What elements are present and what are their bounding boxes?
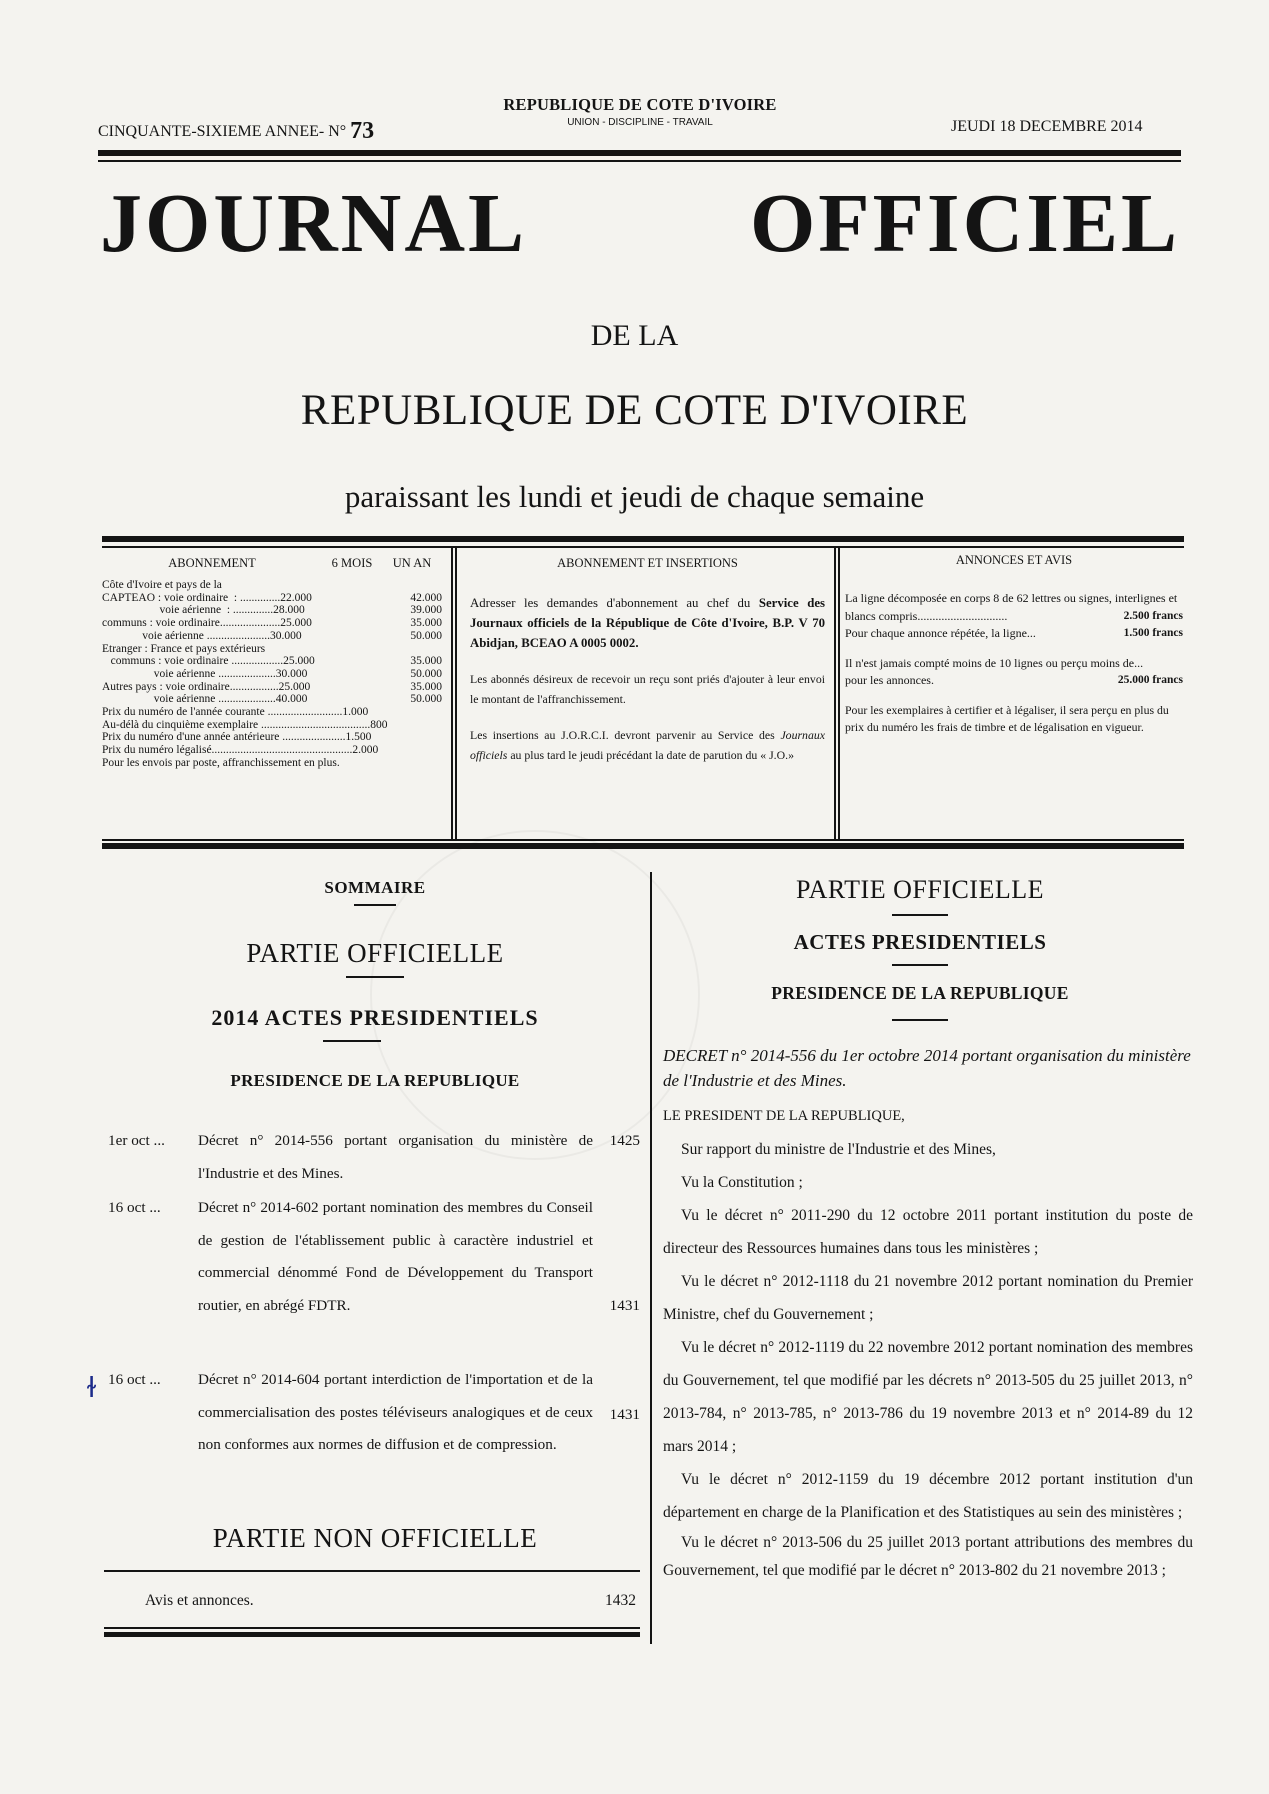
row-label: CAPTEAO : voie ordinaire : ..............22.000 [102,591,312,604]
header-rule-thin [98,160,1181,162]
entry-page [593,1364,640,1462]
p3-italic: Journaux officiels [470,728,825,762]
row-label: communs : voie ordinaire ..................25.000 [102,655,315,668]
decret-title: DECRET n° 2014-556 du 1er octobre 2014 portant organisation du ministère de l'Industrie et des Mines. [663,1046,1191,1090]
row-value: 50.000 [410,693,442,706]
article-pres-underline [892,1019,948,1021]
table-row [102,744,442,757]
handwritten-tick-mark: ɫ [86,1371,98,1404]
row-label: voie aérienne : ..............28.000 [102,604,305,617]
annonce-text: Pour chaque annonce répétée, la ligne... [845,626,1036,640]
row-label: voie aérienne ......................30.000 [102,629,302,642]
article-actes-underline [892,964,948,966]
insertions-paragraph-1 [470,593,825,653]
article-partie-officielle: PARTIE OFFICIELLE [796,875,1044,904]
row-label: communs : voie ordinaire.....................25.000 [102,617,312,630]
sommaire-entry [108,1364,640,1462]
sommaire-underline [354,904,396,906]
page-number: 1431 [609,1406,640,1423]
page-number: 1425 [609,1132,640,1149]
box-top-rule [102,536,1184,542]
row-value [387,643,442,656]
insertions-column [470,556,825,765]
page-number: 1431 [609,1296,640,1314]
entry-date: 16 oct ... [108,1199,161,1216]
row-label: Autres pays : voie ordinaire.................25.000 [102,680,311,693]
table-row [102,617,442,630]
row-value: 35.000 [410,655,442,668]
price-line: Prix du numéro de l'année courante ..........................1.000 [102,706,369,719]
row-value [387,579,442,592]
box-divider-1 [451,548,453,840]
article-actes: ACTES PRESIDENTIELS [793,930,1047,954]
decret-paragraph: Vu le décret n° 2012-1159 du 19 décembre 2012 portant institution d'un département en charge de la Planification et des Statistiques au sein des ministères ; [663,1471,1193,1521]
decret-paragraph: Vu la Constitution ; [681,1174,803,1191]
table-row [102,655,442,668]
sommaire-bottom-rule-thin [104,1627,640,1629]
row-value: 35.000 [410,680,442,693]
row-label: voie aérienne ....................30.000 [102,667,308,680]
p1-text: Adresser les demandes d'abonnement au chef du [470,596,751,610]
table-row [102,731,442,744]
row-value: 50.000 [410,667,442,680]
box-divider-2b [838,548,840,840]
issue-date: JEUDI 18 DECEMBRE 2014 [951,118,1143,135]
table-row [102,643,442,656]
table-row [102,681,442,694]
insertions-title: ABONNEMENT ET INSERTIONS [557,556,738,570]
postage-note: Pour les envois par poste, affranchissement en plus. [102,756,340,769]
row-value: 35.000 [410,617,442,630]
annonce-price-line [845,625,1183,643]
table-row [102,693,442,706]
po-underline [346,976,404,978]
table-row [102,668,442,681]
entry-page [593,1125,640,1190]
row-label: Etranger : France et pays extérieurs [102,642,266,655]
decret-paragraph: Vu le décret n° 2013-506 du 25 juillet 2013 portant attributions des membres du Gouvernement, tel que modifié par le décret n° 2013-802 du 21 novembre 2013 ; [663,1534,1193,1579]
entry-text: Décret n° 2014-602 portant nomination des membres du Conseil de gestion de l'établissement public à caractère industriel et commercial dénommé Fond de Développement du Transport routier, en abrégé FDTR. [198,1199,593,1314]
p1-address: Service des Journaux officiels de la République de Côte d'Ivoire, B.P. V 70 Abidjan, BCEAO A 0005 0002. [470,596,825,650]
publication-frequency: paraissant les lundi et jeudi de chaque semaine [344,479,925,514]
sommaire-heading: SOMMAIRE [324,878,426,897]
avis-annonces-label: Avis et annonces. [145,1592,254,1609]
row-value: 39.000 [410,604,442,617]
row-value: 50.000 [410,629,442,642]
box-top-rule-thin [102,546,1184,548]
actes-underline [323,1040,381,1042]
table-row [102,706,442,719]
annonce-text: Il n'est jamais compté moins de 10 lignes ou perçu moins de... [845,655,1144,670]
decret-paragraph: LE PRESIDENT DE LA REPUBLIQUE, [663,1108,905,1124]
annonce-legalisation: Pour les exemplaires à certifier et à légaliser, il sera perçu en plus du prix du numéro les frais de timbre et de légalisation en vigueur. [845,702,1169,734]
box-divider-2 [834,548,836,840]
p3-text-end: au plus tard le jeudi précédant la date de parution du « J.O.» [510,748,795,762]
annonce-note: pour les annonces. [845,673,934,687]
box-bottom-rule [102,843,1184,849]
decret-paragraph: Vu le décret n° 2011-290 du 12 octobre 2011 portant institution du poste de directeur des Ressources humaines dans tous les ministères ; [663,1207,1193,1257]
entry-text: Décret n° 2014-604 portant interdiction de l'importation et de la commercialisation des postes téléviseurs analogiques et de ceux non conformes aux normes de diffusion et de compression. [198,1371,593,1453]
journal-title [100,175,1180,272]
national-motto: UNION - DISCIPLINE - TRAVAIL [567,117,713,128]
table-row [102,592,442,605]
partie-non-officielle-heading: PARTIE NON OFFICIELLE [212,1523,538,1553]
abonnement-table [102,556,442,770]
annonces-column [845,553,1183,737]
six-months-header: 6 MOIS [331,556,373,570]
box-divider-1b [455,548,457,840]
annonce-price: 1.500 francs [1123,627,1183,639]
abonnement-header: ABONNEMENT [168,556,256,570]
sommaire-entry [108,1125,640,1190]
issue-number: 73 [350,118,375,144]
price-line: Au-délà du cinquième exemplaire ......................................800 [102,718,388,731]
insertions-paragraph-2: Les abonnés désireux de recevoir un reçu sont priés d'ajouter à leur envoi le montant de l'affranchissement. [470,672,825,706]
annonce-price-line [845,590,1183,625]
row-label: Côte d'Ivoire et pays de la [102,579,222,591]
table-row [102,719,442,732]
table-row [102,757,442,770]
annonce-price: 2.500 francs [1123,609,1183,622]
annee-label: CINQUANTE-SIXIEME ANNEE- N° [98,123,347,140]
sommaire-bottom-rule [104,1632,640,1637]
decret-paragraph: Vu le décret n° 2012-1118 du 21 novembre 2012 portant nomination du Premier Ministre, chef du Gouvernement ; [663,1273,1193,1323]
p3-text: Les insertions au J.O.R.C.I. devront parvenir au Service des [470,728,775,742]
issue-line [98,118,374,145]
insertions-paragraph-3 [470,725,825,765]
decret-body [663,1100,1193,1585]
box-bottom-rule-thin [102,839,1184,841]
annonce-price: 25.000 francs [1117,674,1183,686]
one-year-header: UN AN [392,556,432,570]
article-po-underline [892,914,948,916]
table-row [102,604,442,617]
sommaire-presidence: PRESIDENCE DE LA REPUBLIQUE [230,1071,520,1090]
table-row [102,630,442,643]
sommaire-partie-officielle: PARTIE OFFICIELLE [246,938,504,968]
sommaire-actes: 2014 ACTES PRESIDENTIELS [211,1005,539,1030]
entry-text: Décret n° 2014-556 portant organisation du ministère de l'Industrie et des Mines. [198,1132,593,1182]
republic-name: REPUBLIQUE DE COTE D'IVOIRE [503,95,777,114]
header-rule-thick [98,150,1181,156]
pno-rule [104,1570,640,1572]
decret-paragraph: Vu le décret n° 2012-1119 du 22 novembre 2012 portant nomination des membres du Gouvernement, tel que modifié par les décrets n° 2013-505 du 25 juillet 2013, n° 2013-784, n° 2013-785, n° 2013-786 du 19 novembre 2013 et n° 2014-89 du 12 mars 2014 ; [663,1339,1193,1455]
entry-date: 1er oct ... [108,1132,165,1149]
title-word-officiel: OFFICIEL [749,177,1180,270]
avis-annonces-page: 1432 [605,1592,636,1609]
article-presidence: PRESIDENCE DE LA REPUBLIQUE [771,983,1069,1003]
entry-date: 16 oct ... [108,1371,161,1388]
column-divider [650,872,652,1644]
row-label: voie aérienne ....................40.000 [102,693,308,706]
price-line: Prix du numéro légalisé.................................................2.000 [102,744,379,757]
subtitle-de-la: DE LA [590,319,679,352]
entry-page [593,1192,640,1322]
title-word-journal: JOURNAL [100,177,528,270]
subtitle-republique: REPUBLIQUE DE COTE D'IVOIRE [300,387,969,434]
table-row [102,579,442,592]
annonce-text: La ligne décomposée en corps 8 de 62 lettres ou signes, interlignes et blancs compris.............................. [845,591,1178,623]
decret-paragraph: Sur rapport du ministre de l'Industrie et des Mines, [681,1141,996,1158]
annonces-title: ANNONCES ET AVIS [955,553,1073,567]
republic-header [480,95,800,128]
sommaire-entry [108,1192,640,1322]
row-value: 42.000 [410,591,442,604]
price-line: Prix du numéro d'une année antérieure ......................1.500 [102,731,372,744]
